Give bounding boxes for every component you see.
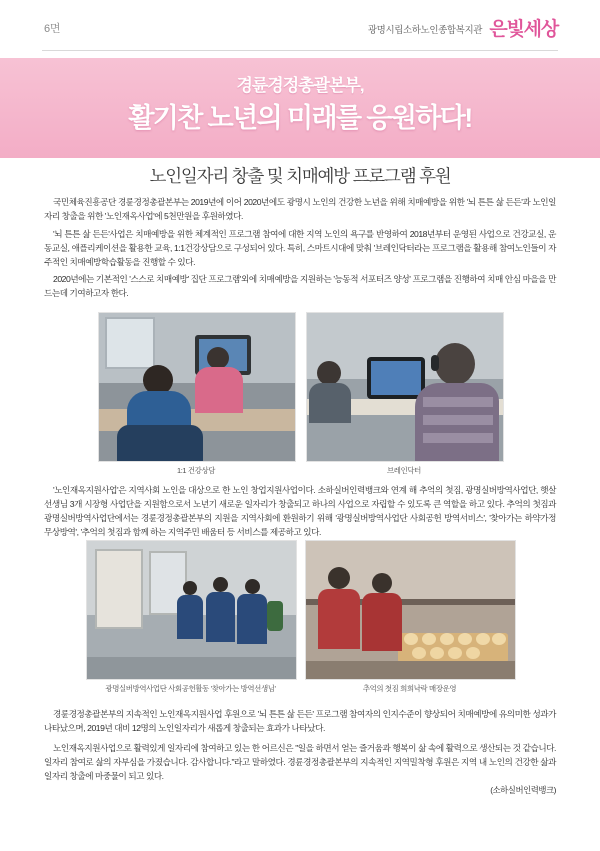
paragraph-4: '노인재옥지원사업'은 지역사회 노인을 대상으로 한 노인 창업지원사업이다. 소하실버인력뱅크와 연계 해 추억의 첫짐, 광명실버방역사업단, 햇살선생님 3개 시장형 사업단을 지원함으로서 노년기 새로운 일자리가 창출되고 하나의 사업으로 자립할 수 있도록 큰 역할을 하고 있다. 추억의 첫짐과 광명실버방역사업단에서는 경륜경정총괄본부의 지원을 지역사회에 환원하기 위해 '광명실버방역사업단 사회공헌 방역서비스', '찾아가는 하약가정 무상방역', '추억의 첫짐과 함께 하는 지역주민 배움터 등 서비스를 제공하고 있다. — [44, 485, 556, 537]
photo-health-counseling-art — [99, 313, 295, 461]
title-band — [0, 58, 600, 158]
photo-caption-4: 추억의 첫짐 희희낙락 매장운영 — [362, 684, 457, 693]
organization-name: 광명시립소하노인종합복지관 — [367, 25, 482, 36]
photo-disinfection-team — [86, 540, 297, 680]
photo-disinfection-team-art — [87, 541, 296, 679]
photo-caption-2: 브레인닥터 — [387, 466, 421, 475]
photo-row-1 — [98, 312, 502, 475]
page-header — [0, 0, 600, 58]
photo-egg-market — [305, 540, 516, 680]
photo-caption-1: 1:1 건강상담 — [176, 466, 216, 475]
title-line-1: 경륜경정총괄본부, — [236, 76, 364, 95]
byline: (소하실버인력뱅크) — [490, 785, 556, 795]
paragraph-6: 노인재옥지원사업으로 활력있게 일자리에 참여하고 있는 한 어르신은 "일을 하면서 얻는 즐거움과 행복이 삶 속에 활력으로 생산되는 것 같습니다. 일자리 참여로 삶의 자부심을 가졌습니다. 감사합니다."라고 말하였다. 경륜경정총괄본부의 지속적인 지역밀착형 후원은 지역 내 노인의 건강한 삶과 일자리 창출에 마중물이 되고 있다. — [44, 743, 556, 781]
photo-health-counseling — [98, 312, 296, 462]
page-number: 6면 — [44, 23, 61, 35]
paragraph-5: 경륜경정총괄본부의 지속적인 노인재옥지원사업 후원으로 '뇌 튼튼 삶 든든' 프로그램 참여자의 인지수준이 향상되어 치매예방에 유의미한 성과가 나타났으며, 2019년 대비 12명의 노인일자리가 새롭게 창출되는 효과가 나타났다. — [44, 709, 556, 733]
paragraph-1: 국민체육진흥공단 경륜경정총괄본부는 2019년에 이어 2020년에도 광명시 노인의 건강한 노년을 위해 치매예방을 위한 '뇌 튼튼 삶 든든'과 노인일자리 창출을 위한 '노인재옥사업'에 5천만원을 후원하였다. — [44, 197, 556, 221]
title-line-2: 활기찬 노년의 미래를 응원하다! — [128, 103, 472, 133]
header-divider — [42, 50, 558, 51]
brand-logo: 은빛세상 — [489, 18, 558, 40]
photo-caption-3: 광명실버방역사업단 사회공헌활동 '찾아가는 방역선생님' — [105, 684, 276, 693]
photo-egg-market-art — [306, 541, 515, 679]
photo-brain-doctor-art — [307, 313, 503, 461]
paragraph-3: 2020년에는 기본적인 '스스로 치매예방' 집단 프로그램'외에 치매예방을 지원하는 '능동적 서포터즈 양성' 프로그램을 진행하여 치매 안심 마을을 만드는데 기여하고자 한다. — [44, 274, 556, 298]
photo-brain-doctor — [306, 312, 504, 462]
paragraph-2: '뇌 튼튼 삶 든든'사업은 치매예방을 위한 체계적인 프로그램 참여에 대한 지역 노인의 욕구를 반영하여 2018년부터 운영된 사업으로 건강교실, 운동교실, 애플리케이션을 활용한 교육, 1:1건강상담으로 구성되어 있다. 특히, 스마트시대에 맞춰 '브레인닥터라는 프로그램을 활용해 참여노인들이 자주적인 치매예방학습활동을 진행할 수 있다. — [44, 229, 556, 267]
photo-row-2 — [86, 540, 514, 700]
article-subtitle: 노인일자리 창출 및 치매예방 프로그램 후원 — [149, 166, 451, 186]
